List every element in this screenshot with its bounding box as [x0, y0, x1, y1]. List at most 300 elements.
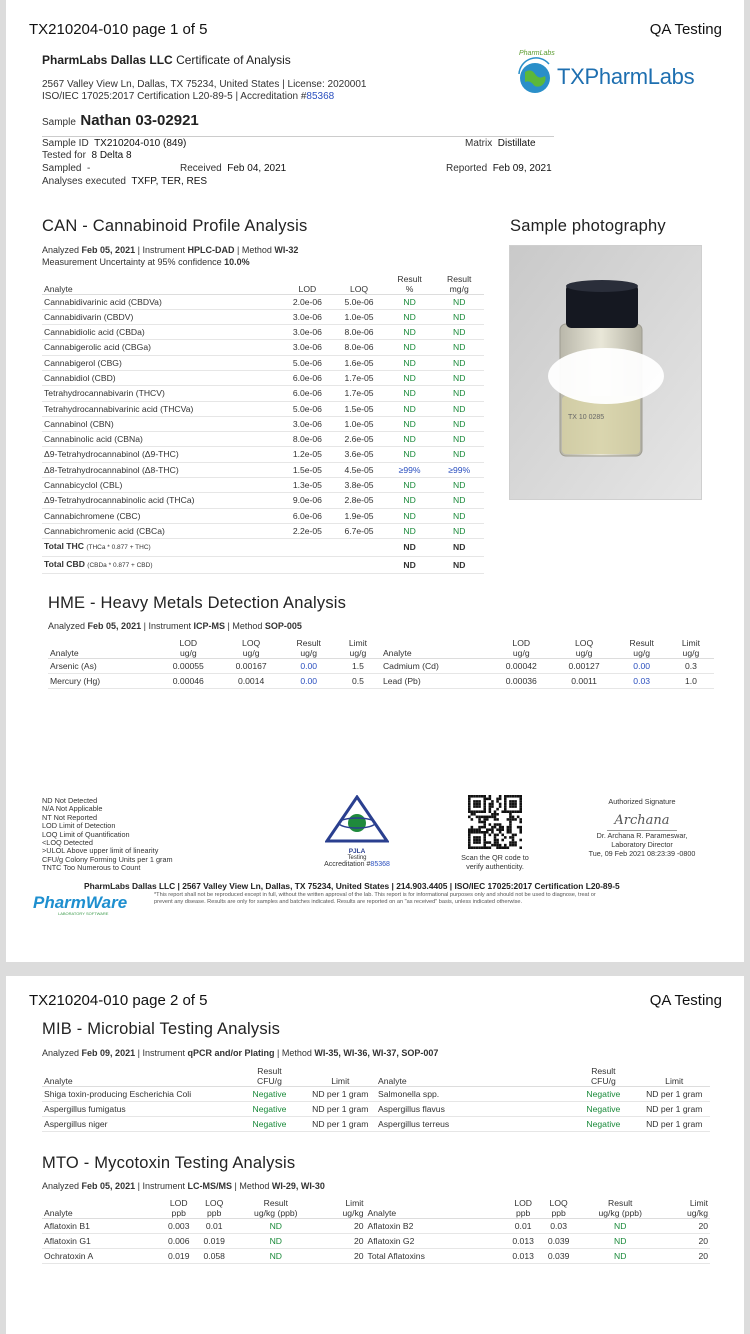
total-thc-label [42, 539, 385, 556]
analyte-name: Tetrahydrocannabivarin (THCV) [42, 386, 282, 401]
total-thc-mg: ND [434, 539, 484, 556]
footer-disclaimer-2: prevent any disease. Results are only for samples and batches indicated. Results are reported on an "as received" basis, unless indicated otherwise. [154, 899, 523, 905]
lod-value: 1.5e-05 [282, 462, 334, 477]
loq-value: 3.8e-05 [333, 478, 385, 493]
analyte-name: Cannabinolic acid (CBNa) [42, 432, 282, 447]
qr-caption-2: verify authenticity. [466, 861, 524, 871]
signature-block [586, 797, 698, 858]
lab-name: PharmLabs Dallas LLC [42, 53, 173, 67]
analyte-name: Cannabidiolic acid (CBDa) [42, 325, 282, 340]
result-pct-value: ND [385, 325, 435, 340]
analyte-name: Cannabichromenic acid (CBCa) [42, 523, 282, 538]
result-pct-value: ND [385, 432, 435, 447]
cert-title: Certificate of Analysis [176, 53, 291, 67]
loq-value: 8.0e-06 [333, 340, 385, 355]
table-row [42, 462, 484, 477]
analyte-name: Lead (Pb) [381, 673, 490, 688]
qr-block [454, 795, 536, 871]
coa-page-1 [6, 0, 744, 962]
tested-for-value: 8 Delta 8 [91, 150, 132, 161]
analyte-name: Aflatoxin B2 [366, 1218, 506, 1233]
limit-unit: ug/g [682, 647, 700, 658]
lod-label: LOD [179, 637, 198, 648]
col-lod [161, 1194, 196, 1218]
lod-value: 2.0e-06 [282, 294, 334, 309]
method-label: | Method [237, 245, 272, 255]
hme-instrument: ICP-MS [193, 621, 225, 631]
lod-unit: ppb [515, 1207, 531, 1218]
lod-value: 3.0e-06 [282, 325, 334, 340]
table-row [42, 355, 484, 370]
result-value: 0.00 [283, 658, 335, 673]
result-mg-value: ND [434, 325, 484, 340]
result-value: ND [232, 1218, 320, 1233]
lod-label: LOD [512, 637, 531, 648]
coa-page-2 [6, 976, 744, 1334]
limit-value: ND per 1 gram [639, 1086, 711, 1101]
analyte-name: Cannabidiol (CBD) [42, 370, 282, 385]
result-mg-value: ND [434, 493, 484, 508]
analyte-name: Arsenic (As) [48, 658, 157, 673]
limit-value: 20 [320, 1233, 366, 1248]
can-method: WI-32 [274, 245, 299, 255]
signature-date: Tue, 09 Feb 2021 08:23:39 -0800 [588, 849, 696, 858]
result-value: ND [576, 1218, 664, 1233]
lod-unit: ppb [171, 1207, 186, 1218]
sample-heading [42, 112, 199, 130]
limit-value: ND per 1 gram [305, 1101, 376, 1116]
col-result [283, 634, 335, 658]
method-label: | Method [234, 1181, 270, 1191]
total-cbd-row [42, 556, 484, 573]
lod-value: 2.2e-05 [282, 523, 334, 538]
result-unit: ug/g [633, 647, 651, 658]
table-row [42, 478, 484, 493]
loq-unit: ppb [551, 1207, 566, 1218]
col-loq [220, 634, 283, 658]
lod-value: 0.00046 [157, 673, 220, 688]
hme-analyzed-line [48, 621, 302, 631]
table-row [42, 340, 484, 355]
total-cbd-pct: ND [385, 556, 435, 573]
result-pct-value: ND [385, 309, 435, 324]
loq-value: 0.039 [541, 1233, 576, 1248]
received-value: Feb 04, 2021 [227, 163, 287, 174]
matrix-row [465, 138, 536, 149]
lod-value: 6.0e-06 [282, 508, 334, 523]
result-unit: ug/kg (ppb) [598, 1207, 642, 1218]
lod-value: 1.3e-05 [282, 478, 334, 493]
analyte-name: Cannabidivarin (CBDV) [42, 309, 282, 324]
analyzed-label: Analyzed [48, 621, 86, 631]
analyte-name: Cannabidivarinic acid (CBDVa) [42, 294, 282, 309]
can-instrument: HPLC-DAD [187, 245, 235, 255]
result-mg-value: ND [434, 478, 484, 493]
result-mg-value: ND [434, 355, 484, 370]
mib-method: WI-35, WI-36, WI-37, SOP-007 [314, 1048, 439, 1058]
table-row [42, 416, 484, 431]
hme-method: SOP-005 [264, 621, 302, 631]
limit-value: 0.3 [668, 658, 714, 673]
vial-label: TX 10 0285 [568, 414, 605, 421]
result-pct-value: ND [385, 340, 435, 355]
reported-label: Reported [446, 163, 488, 174]
col-limit: Limit [305, 1062, 376, 1086]
loq-value: 6.7e-05 [333, 523, 385, 538]
loq-value: 1.0e-05 [333, 309, 385, 324]
sample-name: Nathan 03-02921 [80, 112, 199, 129]
limit-value: 20 [664, 1218, 710, 1233]
qa-label: QA Testing [649, 21, 722, 38]
analyte-name: Cannabinol (CBN) [42, 416, 282, 431]
table-row [42, 386, 484, 401]
loq-value: 0.01 [196, 1218, 231, 1233]
legend-item: CFU/g Colony Forming Units per 1 gram [42, 854, 173, 864]
result-pct-value: ND [385, 478, 435, 493]
lod-value: 6.0e-06 [282, 386, 334, 401]
sample-id-label: Sample ID [42, 138, 89, 149]
accreditation-link[interactable]: 85368 [306, 91, 335, 102]
result-value: Negative [234, 1101, 304, 1116]
table-row [42, 493, 484, 508]
qr-code-icon[interactable] [468, 795, 522, 849]
result-pct-value: ≥99% [385, 462, 435, 477]
qa-label: QA Testing [649, 992, 722, 1009]
result-mg-value: ND [434, 523, 484, 538]
pjla-logo-icon [325, 795, 389, 843]
mto-method: WI-29, WI-30 [271, 1181, 325, 1191]
lod-value: 0.00036 [490, 673, 553, 688]
abbreviation-legend [42, 797, 173, 873]
result-value: Negative [234, 1117, 304, 1132]
footer-disclaimer-1: *This report shall not be reproduced except in full, without the written approval of the lab. This report is for informational purposes only and should not be used to diagnose, treat or [154, 892, 596, 898]
legend-item: NT Not Reported [42, 812, 98, 822]
col-loq: LOQ [333, 270, 385, 294]
result-pct-unit: % [405, 283, 414, 294]
lod-value: 8.0e-06 [282, 432, 334, 447]
col-result [232, 1194, 320, 1218]
cannabinoid-table [42, 270, 484, 574]
mycotoxin-table [42, 1194, 710, 1264]
limit-value: ND per 1 gram [639, 1117, 711, 1132]
txpharmlabs-logo [511, 52, 711, 98]
uncertainty-label: Measurement Uncertainty at 95% confidence [42, 257, 222, 267]
lab-address: 2567 Valley View Ln, Dallas, TX 75234, United States | License: 2020001 [42, 79, 367, 90]
total-thc-label-text: Total THC [44, 541, 84, 552]
tested-for-label: Tested for [42, 150, 86, 161]
result-mg-value: ND [434, 447, 484, 462]
legend-item: LOQ Limit of Quantification [42, 829, 130, 839]
loq-value: 0.03 [541, 1218, 576, 1233]
sample-id: TX210204-010 (849) [94, 138, 187, 149]
received-label: Received [180, 163, 222, 174]
col-analyte-2: Analyte [366, 1194, 506, 1218]
signer-name: Dr. Archana R. Parameswar, [596, 831, 688, 840]
analyte-name: Mercury (Hg) [48, 673, 157, 688]
result-pct-value: ND [385, 370, 435, 385]
pjla-accr-label: Accreditation # [324, 861, 371, 868]
analyte-name: Ochratoxin A [42, 1249, 161, 1264]
lod-value: 6.0e-06 [282, 370, 334, 385]
legend-item: LOD Limit of Detection [42, 821, 116, 831]
col-lod: LOD [282, 270, 334, 294]
method-label: | Method [277, 1048, 312, 1058]
analyses-value: TXFP, TER, RES [131, 176, 208, 187]
total-cbd-formula: (CBDa * 0.877 + CBD) [87, 561, 153, 569]
analyses-row [42, 176, 207, 187]
col-result-2 [576, 1194, 664, 1218]
result-pct-value: ND [385, 523, 435, 538]
legend-item: >ULOL Above upper limit of linearity [42, 846, 159, 856]
analyzed-label: Analyzed [42, 1181, 80, 1191]
tested-for-row [42, 150, 132, 161]
table-row [42, 432, 484, 447]
limit-value: 0.5 [335, 673, 381, 688]
vial-image [510, 246, 702, 500]
table-row [42, 1086, 710, 1101]
sampled-value: - [87, 163, 91, 174]
matrix-label: Matrix [465, 138, 493, 149]
loq-unit: ug/g [575, 647, 593, 658]
hme-section-title: HME - Heavy Metals Detection Analysis [48, 594, 347, 612]
limit-value: ND per 1 gram [305, 1086, 376, 1101]
analyte-name: Tetrahydrocannabivarinic acid (THCVa) [42, 401, 282, 416]
result-unit: CFU/g [257, 1075, 282, 1086]
analyte-name: Aspergillus fumigatus [42, 1101, 234, 1116]
result-mg-value: ND [434, 294, 484, 309]
lod-value: 5.0e-06 [282, 401, 334, 416]
table-row [42, 1117, 710, 1132]
analyte-name: Cannabigerol (CBG) [42, 355, 282, 370]
mib-instrument: qPCR and/or Plating [187, 1048, 275, 1058]
limit-unit: ug/kg [342, 1207, 364, 1218]
analyses-label: Analyses executed [42, 176, 126, 187]
table-row [42, 1101, 710, 1116]
col-loq-2 [553, 634, 616, 658]
analyte-name: Δ9-Tetrahydrocannabinol (Δ9-THC) [42, 447, 282, 462]
limit-label: Limit [348, 637, 367, 648]
result-pct-value: ND [385, 447, 435, 462]
limit-unit: ug/g [349, 647, 367, 658]
legend-item: TNTC Too Numerous to Count [42, 863, 141, 873]
col-analyte: Analyte [48, 634, 157, 658]
lod-value: 3.0e-06 [282, 416, 334, 431]
analyte-name: Shiga toxin-producing Escherichia Coli [42, 1086, 234, 1101]
analyte-name: Aflatoxin G1 [42, 1233, 161, 1248]
table-row [42, 523, 484, 538]
lod-value: 0.01 [505, 1218, 540, 1233]
analyte-name: Aspergillus niger [42, 1117, 234, 1132]
loq-unit: ug/g [242, 647, 260, 658]
lod-label: LOD [514, 1197, 532, 1208]
result-value: ND [576, 1249, 664, 1264]
mto-section-title: MTO - Mycotoxin Testing Analysis [42, 1154, 296, 1172]
limit-value: ND per 1 gram [639, 1101, 711, 1116]
result-pct-value: ND [385, 416, 435, 431]
table-row [42, 508, 484, 523]
loq-value: 3.6e-05 [333, 447, 385, 462]
loq-value: 0.058 [196, 1249, 231, 1264]
analyte-name: Cadmium (Cd) [381, 658, 490, 673]
lod-value: 3.0e-06 [282, 340, 334, 355]
loq-value: 1.9e-05 [333, 508, 385, 523]
logo-arc-text: PharmLabs [519, 50, 555, 57]
lod-value: 1.2e-05 [282, 447, 334, 462]
instrument-label: | Instrument [137, 1048, 185, 1058]
result-pct-value: ND [385, 355, 435, 370]
matrix-value: Distillate [497, 138, 536, 149]
analyzed-label: Analyzed [42, 1048, 80, 1058]
result-mg-value: ND [434, 401, 484, 416]
result-mg-value: ND [434, 309, 484, 324]
mib-section-title: MIB - Microbial Testing Analysis [42, 1020, 281, 1038]
table-row [42, 1218, 710, 1233]
result-pct-value: ND [385, 508, 435, 523]
table-row [42, 401, 484, 416]
result-value: Negative [568, 1101, 638, 1116]
table-row [42, 1233, 710, 1248]
result-value: 0.00 [283, 673, 335, 688]
logo-text: TXPharmLabs [557, 64, 695, 89]
table-row [42, 325, 484, 340]
microbial-table [42, 1062, 710, 1132]
signature-label: Authorized Signature [608, 797, 676, 806]
limit-label: Limit [345, 1197, 364, 1208]
col-analyte-2: Analyte [381, 634, 490, 658]
reported-value: Feb 09, 2021 [492, 163, 552, 174]
result-label: Result [263, 1197, 288, 1208]
total-cbd-label-text: Total CBD [44, 558, 85, 569]
result-value: ND [576, 1233, 664, 1248]
loq-value: 1.0e-05 [333, 416, 385, 431]
col-limit [320, 1194, 366, 1218]
loq-value: 0.0011 [553, 673, 616, 688]
result-value: ND [232, 1233, 320, 1248]
limit-unit: ug/kg [686, 1207, 708, 1218]
table-row [42, 1249, 710, 1264]
mto-instrument: LC-MS/MS [187, 1181, 232, 1191]
photo-section-title: Sample photography [510, 217, 666, 235]
iso-text: ISO/IEC 17025:2017 Certification L20-89-5 | Accreditation # [42, 91, 307, 102]
page-title: TX210204-010 page 1 of 5 [29, 21, 208, 38]
lod-unit: ug/g [512, 647, 530, 658]
lod-value: 0.006 [161, 1233, 196, 1248]
footer-address: PharmLabs Dallas LLC | 2567 Valley View Ln, Dallas, TX 75234, United States | 214.903.4405 | ISO/IEC 17025:2017 Certification L20-89-5 [84, 881, 620, 891]
col-limit-2 [668, 634, 714, 658]
sampled-row [42, 163, 90, 174]
result-pct-label: Result [397, 273, 422, 284]
result-value: 0.03 [616, 673, 668, 688]
table-row [48, 673, 714, 688]
result-label: Result [629, 637, 654, 648]
loq-value: 0.019 [196, 1233, 231, 1248]
limit-label: Limit [689, 1197, 708, 1208]
loq-value: 5.0e-06 [333, 294, 385, 309]
mib-analyzed-date: Feb 09, 2021 [81, 1048, 136, 1058]
mto-analyzed-date: Feb 05, 2021 [81, 1181, 136, 1191]
iso-line [42, 91, 334, 102]
hme-analyzed-date: Feb 05, 2021 [87, 621, 142, 631]
loq-value: 1.7e-05 [333, 370, 385, 385]
result-unit: ug/kg (ppb) [254, 1207, 298, 1218]
table-row [42, 309, 484, 324]
lod-value: 9.0e-06 [282, 493, 334, 508]
col-limit-2 [664, 1194, 710, 1218]
limit-value: 20 [320, 1218, 366, 1233]
col-result-2 [568, 1062, 638, 1086]
pjla-sub: Testing [347, 855, 367, 861]
instrument-label: | Instrument [143, 621, 191, 631]
result-unit: ug/g [300, 647, 318, 658]
result-mg-value: ND [434, 340, 484, 355]
result-unit: CFU/g [590, 1075, 616, 1086]
method-label: | Method [227, 621, 263, 631]
result-pct-value: ND [385, 294, 435, 309]
pjla-name: PJLA [348, 848, 366, 855]
page-title: TX210204-010 page 2 of 5 [29, 992, 208, 1009]
result-value: Negative [234, 1086, 304, 1101]
col-analyte: Analyte [42, 1062, 234, 1086]
loq-label: LOQ [242, 637, 261, 648]
pjla-accr-link[interactable]: 85368 [370, 861, 390, 868]
result-mg-value: ND [434, 432, 484, 447]
lod-value: 0.013 [505, 1233, 540, 1248]
reported-row [446, 163, 552, 174]
analyte-name: Aflatoxin B1 [42, 1218, 161, 1233]
table-row [42, 447, 484, 462]
analyte-name: Aspergillus terreus [376, 1117, 568, 1132]
limit-value: 20 [320, 1249, 366, 1264]
sample-label: Sample [42, 117, 76, 128]
result-value: ND [232, 1249, 320, 1264]
mib-analyzed-line [42, 1048, 438, 1058]
loq-value: 2.6e-05 [333, 432, 385, 447]
total-thc-pct: ND [385, 539, 435, 556]
qr-caption-1: Scan the QR code to [461, 853, 529, 862]
lod-label: LOD [169, 1197, 188, 1208]
legend-item: N/A Not Applicable [42, 804, 103, 814]
result-value: 0.00 [616, 658, 668, 673]
table-row [42, 294, 484, 309]
lod-value: 0.013 [505, 1249, 540, 1264]
lod-value: 5.0e-06 [282, 355, 334, 370]
instrument-label: | Instrument [137, 245, 185, 255]
sample-divider [42, 136, 554, 137]
col-limit [335, 634, 381, 658]
analyte-name: Total Aflatoxins [366, 1249, 506, 1264]
sample-photo [509, 245, 702, 500]
table-row [42, 370, 484, 385]
result-value: Negative [568, 1086, 638, 1101]
analyte-name: Aspergillus flavus [376, 1101, 568, 1116]
analyzed-label: Analyzed [42, 245, 80, 255]
result-pct-value: ND [385, 386, 435, 401]
result-pct-value: ND [385, 401, 435, 416]
legend-item: ND Not Detected [42, 796, 98, 805]
mto-analyzed-line [42, 1181, 325, 1191]
sample-id-row [42, 138, 186, 149]
col-limit-2: Limit [639, 1062, 711, 1086]
col-result-pct [385, 270, 435, 294]
lab-heading [42, 53, 291, 67]
result-mg-unit: mg/g [449, 283, 469, 294]
analyte-name: Cannabigerolic acid (CBGa) [42, 340, 282, 355]
table-row [48, 658, 714, 673]
total-thc-formula: (THCa * 0.877 + THC) [86, 544, 151, 552]
col-result-mg [434, 270, 484, 294]
can-analyzed-line [42, 245, 298, 255]
lod-unit: ug/g [179, 647, 197, 658]
